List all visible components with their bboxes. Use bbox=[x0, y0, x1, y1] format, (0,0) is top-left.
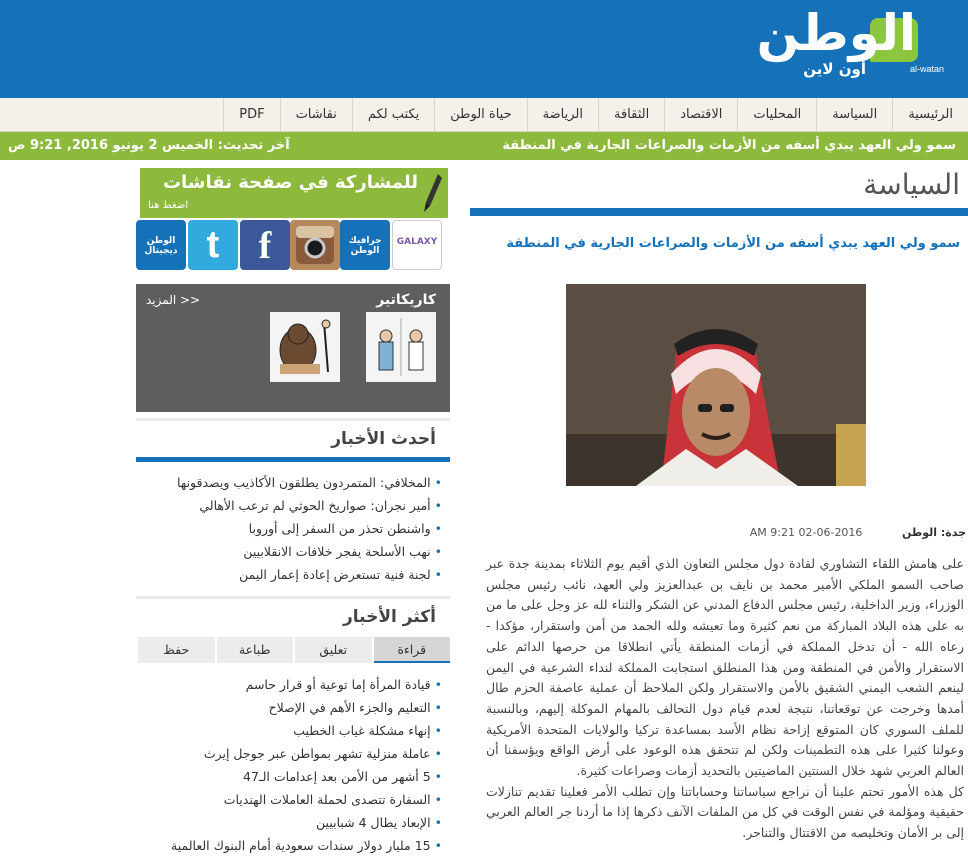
nav-item-culture[interactable]: الثقافة bbox=[598, 98, 664, 132]
list-item[interactable]: • نهب الأسلحة يفجر خلافات الانقلابيين bbox=[136, 540, 450, 563]
logo-latin: al-watan bbox=[909, 64, 944, 74]
list-item[interactable]: • الإبعاد يطال 4 شبابيين bbox=[136, 811, 450, 834]
section-title: السياسة bbox=[863, 168, 960, 201]
logo-subtitle: أون لاين bbox=[803, 60, 866, 78]
article-photo[interactable] bbox=[566, 284, 866, 486]
tab-save[interactable]: حفظ bbox=[138, 637, 215, 663]
nav-item-economy[interactable]: الاقتصاد bbox=[664, 98, 737, 132]
most-news-title: أكثر الأخبار bbox=[343, 607, 436, 627]
latest-news-title: أحدث الأخبار bbox=[331, 429, 436, 449]
cartoon-thumbnail[interactable] bbox=[366, 312, 436, 382]
galaxy-label: GALAXY bbox=[396, 237, 438, 247]
sidebar bbox=[136, 160, 450, 860]
cartoon-thumbnail[interactable] bbox=[270, 312, 340, 382]
cartoon-title: كاريكاتير bbox=[376, 292, 436, 308]
last-updated: آخر تحديث: الخميس 2 يونيو 2016, 9:21 ص bbox=[8, 138, 290, 153]
digital-label: الوطن ديجيتال bbox=[144, 236, 178, 256]
facebook-icon[interactable]: f bbox=[240, 220, 290, 270]
portrait-image bbox=[566, 284, 866, 486]
promo-text: للمشاركة في صفحة نقاشات bbox=[162, 172, 418, 193]
list-item[interactable]: • 15 مليار دولار سندات سعودية أمام البنوك العالمية bbox=[136, 834, 450, 857]
byline-source: جدة: الوطن bbox=[901, 526, 966, 539]
twitter-icon[interactable]: t bbox=[188, 220, 238, 270]
latest-news-divider bbox=[136, 457, 450, 462]
list-item[interactable]: • المخلافي: المتمردون يطلقون الأكاذيب ويصدقونها bbox=[136, 471, 450, 494]
tab-print[interactable]: طباعة bbox=[217, 637, 294, 663]
graphic-label: جرافيك الوطن bbox=[348, 236, 382, 256]
latest-news-list bbox=[136, 471, 450, 586]
watan-graphic-icon[interactable] bbox=[340, 220, 390, 270]
article-body bbox=[486, 554, 964, 844]
cartoon-more-link[interactable]: المزيد >> bbox=[146, 293, 201, 307]
watan-digital-icon[interactable] bbox=[136, 220, 186, 270]
list-item[interactable]: • قيادة المرأة إما توعية أو قرار حاسم bbox=[136, 673, 450, 696]
list-item[interactable]: • عاملة منزلية تشهر بمواطن عبر جوجل إيرث bbox=[136, 742, 450, 765]
most-news-list bbox=[136, 673, 450, 857]
list-item[interactable]: • أمير نجران: صواريخ الحوثي لم ترعب الأهالي bbox=[136, 494, 450, 517]
nav-item-writers[interactable]: يكتب لكم bbox=[352, 98, 434, 132]
promo-click-here: اضغط هنا bbox=[148, 200, 189, 211]
nav-item-sports[interactable]: الرياضة bbox=[527, 98, 598, 132]
tab-comment[interactable]: تعليق bbox=[295, 637, 372, 663]
list-item[interactable]: • واشنطن تحذر من السفر إلى أوروبا bbox=[136, 517, 450, 540]
ticker-headline[interactable]: سمو ولي العهد يبدي أسفه من الأزمات والصراعات الجارية في المنطقة bbox=[502, 138, 956, 153]
article-byline bbox=[750, 526, 966, 539]
nav-item-discussions[interactable]: نقاشات bbox=[280, 98, 352, 132]
most-news-tabs bbox=[136, 637, 450, 663]
pen-icon bbox=[422, 172, 444, 214]
most-news-box bbox=[136, 596, 450, 860]
nav-item-politics[interactable]: السياسة bbox=[816, 98, 892, 132]
list-item[interactable]: • 5 أشهر من الأمن بعد إعدامات الـ47 bbox=[136, 765, 450, 788]
cartoon-drawing bbox=[270, 312, 340, 382]
news-ticker bbox=[0, 132, 968, 160]
discussions-promo-banner[interactable] bbox=[140, 168, 448, 218]
nav-item-pdf[interactable]: PDF bbox=[223, 98, 279, 132]
tab-read[interactable]: قراءة bbox=[374, 637, 451, 663]
article-title: سمو ولي العهد يبدي أسفه من الأزمات والصراعات الجارية في المنطقة bbox=[506, 236, 960, 251]
list-item[interactable]: • السفارة تتصدى لحملة العاملات الهنديات bbox=[136, 788, 450, 811]
galaxy-app-icon[interactable] bbox=[392, 220, 442, 270]
main-nav bbox=[0, 98, 968, 132]
article-paragraph: على هامش اللقاء التشاوري لقادة دول مجلس التعاون الذي أقيم يوم الثلاثاء بمدينة جدة عبر صاحب السمو الملكي الأمير محمد بن نايف بن عبدالعزيز ولي العهد، نائب رئيس مجلس الوزراء، وزير الداخلية، رئيس مجلس الدفاع المدني عن الشكر والثناء لله عز وجل على ما من به على هذه البلاد المباركة من نعم كثيرة وما تعيشه ولله الحمد من أمن واستقرار، مؤكدا - رعاه الله - أن تدخل المملكة في أزمات المنطقة يأتي انطلاقا من حرصها الدائم على الاستقرار والأمن في المنطقة ومن هذا المنطلق استجابت المملكة لنداء الشرعية في اليمن لينعم الشعب اليمني الشقيق بالأمن والاستقرار ولكن الملاحظ أن عملية عاصفة الحزم طال أمدها وخرجت عن توقعاتنا، نتيجة لعدم قيام دول التحالف بالمهام الموكلة إليهم، وبالنسبة للملف السوري كان المتوقع إزاحة نظام الأسد بمساعدة تركيا والولايات المتحدة الأمريكية وعولنا كثيرا على هذه التطمينات ولكن لم تتحقق هذه الوعود على أرض الواقع ويؤسفنا أن العالم العربي شهد خلال السنتين الماضيتين بالتحديد أزمات وصراعات كثيرة. bbox=[486, 556, 964, 779]
cartoon-box bbox=[136, 284, 450, 412]
cartoon-drawing bbox=[366, 312, 436, 382]
byline-timestamp: 2016-06-02 9:21 AM bbox=[749, 526, 863, 539]
list-item[interactable]: • لجنة فنية تستعرض إعادة إعمار اليمن bbox=[136, 563, 450, 586]
article-paragraph: كل هذه الأمور تحتم علينا أن نراجع سياساتنا وحساباتنا وإن تطلب الأمر فعلينا تقديم تنازلات حقيقية ومؤلمة في نفس الوقت في كل من الملفات الآنف ذكرها إذا ما أردنا جر العالم العربي إلى بر الأمان وتخليصه من الاقتتال والتناحر. bbox=[486, 783, 964, 841]
list-item[interactable]: • التعليم والجزء الأهم في الإصلاح bbox=[136, 696, 450, 719]
list-item[interactable]: • إنهاء مشكلة غياب الخطيب bbox=[136, 719, 450, 742]
site-logo[interactable] bbox=[736, 6, 946, 90]
article-column bbox=[470, 160, 968, 860]
nav-item-watan-life[interactable]: حياة الوطن bbox=[434, 98, 526, 132]
logo-name: الوطن bbox=[756, 4, 916, 62]
nav-item-home[interactable]: الرئيسية bbox=[892, 98, 968, 132]
section-divider bbox=[470, 208, 968, 216]
camera-icon bbox=[290, 220, 340, 270]
latest-news-box bbox=[136, 418, 450, 588]
social-links bbox=[136, 220, 450, 270]
nav-item-local[interactable]: المحليات bbox=[737, 98, 816, 132]
site-header bbox=[0, 0, 968, 98]
instagram-icon[interactable] bbox=[290, 220, 340, 270]
